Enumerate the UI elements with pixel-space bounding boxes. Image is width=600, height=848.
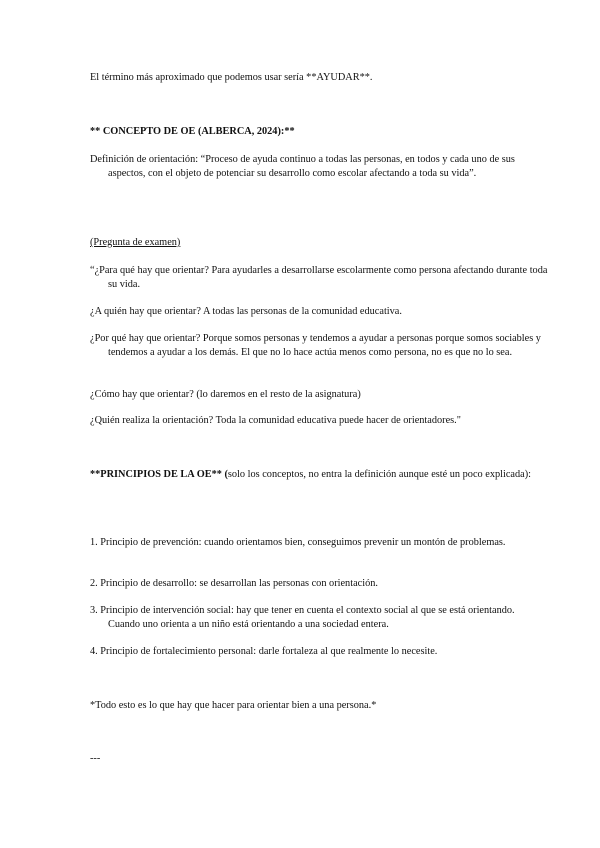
principle-development: 2. Principio de desarrollo: se desarrollan las personas con orientación.	[90, 578, 378, 589]
principles-heading-bold: **PRINCIPIOS DE LA OE** (	[90, 469, 228, 480]
definition-paragraph: Definición de orientación: “Proceso de ayuda continuo a todas las personas, en todos y cada uno de sus aspectos, con el objeto de potenciar su desarrollo como escolar afectando a toda su vida”.	[90, 154, 515, 179]
closing-note: *Todo esto es lo que hay que hacer para orientar bien a una persona.*	[90, 700, 377, 711]
question-how: ¿Cómo hay que orientar? (lo daremos en el resto de la asignatura)	[90, 389, 361, 400]
principle-social-intervention: 3. Principio de intervención social: hay que tener en cuenta el contexto social al que se está orientando. Cuando uno orienta a un niño está orientando a una sociedad entera.	[90, 605, 515, 630]
question-para: “¿Para qué hay que orientar? Para ayudarles a desarrollarse escolarmente como persona afectando durante toda su vida.	[90, 265, 548, 290]
concept-heading: ** CONCEPTO DE OE (ALBERCA, 2024):**	[90, 126, 295, 137]
question-who: ¿Quién realiza la orientación? Toda la comunidad educativa puede hacer de orientadores."	[90, 415, 461, 426]
principles-heading-rest: solo los conceptos, no entra la definición aunque esté un poco explicada):	[227, 469, 531, 480]
exam-label: (Pregunta de examen)	[90, 237, 181, 248]
separator-line: ---	[90, 753, 101, 764]
intro-paragraph: El término más aproximado que podemos usar sería **AYUDAR**.	[90, 72, 373, 83]
question-whom: ¿A quién hay que orientar? A todas las personas de la comunidad educativa.	[90, 306, 402, 317]
principles-heading	[90, 468, 548, 482]
principle-prevention: 1. Principio de prevención: cuando orientamos bien, conseguimos prevenir un montón de problemas.	[90, 537, 506, 548]
principle-personal-strengthening: 4. Principio de fortalecimiento personal: darle fortaleza al que realmente lo necesite.	[90, 646, 438, 657]
question-why: ¿Por qué hay que orientar? Porque somos personas y tendemos a ayudar a personas porque somos sociables y tendemos a ayudar a los demás. El que no lo hace actúa menos como persona, no es que no lo sea.	[90, 333, 541, 358]
